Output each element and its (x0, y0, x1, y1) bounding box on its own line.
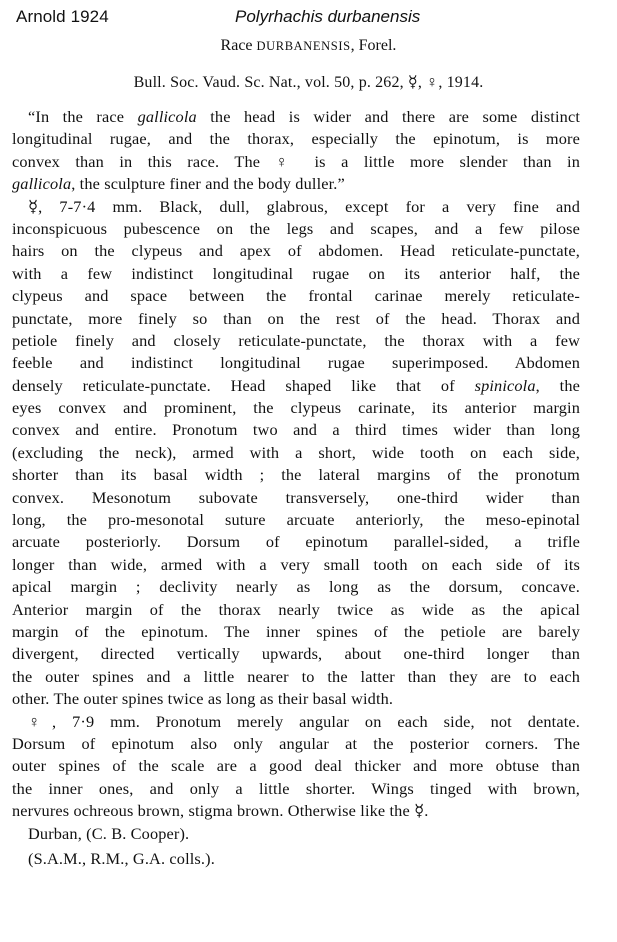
text-line: clypeus and space between the frontal carinae merely reticulate- (12, 286, 580, 306)
text-line: (excluding the neck), armed with a short, wide tooth on each side, (12, 442, 580, 462)
text-line: convex. Mesonotum subovate transversely, one-third wider than (12, 487, 580, 507)
text-line: convex and entire. Pronotum two and a third times wider than long (12, 420, 580, 440)
text-line: eyes convex and prominent, the clypeus carinate, its anterior margin (12, 398, 580, 418)
text-line: longer than wide, armed with a very small tooth on each side of its (12, 554, 580, 574)
species-name: Polyrhachis durbanensis (235, 7, 421, 26)
text-line: gallicola, the sculpture finer and the body duller.” (12, 174, 345, 194)
text-line: ☿, 7-7·4 mm. Black, dull, glabrous, except for a very fine and (28, 196, 580, 216)
text-line: other. The outer spines twice as long as their basal width. (12, 689, 394, 709)
race-name: DURBANENSIS (256, 39, 351, 53)
text-line: outer spines of the scale are a good deal thicker and more obtuse than (12, 756, 580, 776)
race-prefix: Race (220, 37, 253, 54)
text-line: (S.A.M., R.M., G.A. colls.). (28, 848, 215, 868)
text-line: densely reticulate-punctate. Head shaped like that of spinicola, the (12, 375, 581, 395)
text-line: inconspicuous pubescence on the legs and scapes, and a few pilose (12, 218, 580, 238)
text-line: “In the race gallicola the head is wider and there are some distinct (28, 107, 580, 126)
taxon-italic: gallicola (12, 174, 72, 194)
text-line: hairs on the clypeus and apex of abdomen. Head reticulate-punctate, (12, 241, 580, 261)
text-line: long, the pro-mesonotal suture arcuate anteriorly, the meso-epinotal (12, 510, 580, 530)
text-line: longitudinal rugae, and the thorax, especially the epinotum, is more (12, 129, 580, 149)
taxon-italic: spinicola (474, 375, 536, 395)
taxon-italic: gallicola (137, 107, 197, 126)
text-line: the outer spines and a little nearer to the latter than they are to each (12, 666, 580, 686)
text-line: with a few indistinct longitudinal rugae on its anterior half, the (12, 263, 580, 283)
text-line: divergent, directed vertically upwards, about one-third longer than (12, 644, 580, 664)
race-heading (0, 37, 617, 55)
text-line: ♀, 7·9 mm. Pronotum merely angular on each side, not dentate. (28, 711, 580, 731)
text-line: shorter than its basal width ; the lateral margins of the pronotum (12, 465, 580, 485)
author-year: Arnold 1924 (16, 7, 109, 26)
description-body (12, 106, 580, 870)
bibliographic-reference: Bull. Soc. Vaud. Sc. Nat., vol. 50, p. 262, ☿, ♀, 1914. (133, 74, 484, 91)
text-line: Dorsum of epinotum also only angular at the posterior corners. The (12, 733, 580, 753)
text-line: Durban, (C. B. Cooper). (28, 823, 190, 843)
race-authority: , Forel. (350, 37, 397, 54)
text-line: petiole finely and closely reticulate-punctate, the thorax with a few (12, 330, 580, 350)
text-line: the inner ones, and only a little shorter. Wings tinged with brown, (12, 778, 580, 798)
text-line: margin of the epinotum. The inner spines of the petiole are barely (12, 621, 580, 641)
text-line: nervures ochreous brown, stigma brown. Otherwise like the ☿. (12, 801, 429, 821)
text-line: apical margin ; declivity nearly as long as the dorsum, concave. (12, 577, 580, 597)
text-line: convex than in this race. The ♀ is a little more slender than in (12, 151, 580, 171)
text-line: punctate, more finely so than on the rest of the head. Thorax and (12, 308, 580, 328)
text-line: arcuate posteriorly. Dorsum of epinotum parallel-sided, a trifle (12, 532, 580, 552)
text-line: feeble and indistinct longitudinal rugae superimposed. Abdomen (12, 353, 580, 373)
text-line: Anterior margin of the thorax nearly twice as wide as the apical (12, 599, 580, 619)
